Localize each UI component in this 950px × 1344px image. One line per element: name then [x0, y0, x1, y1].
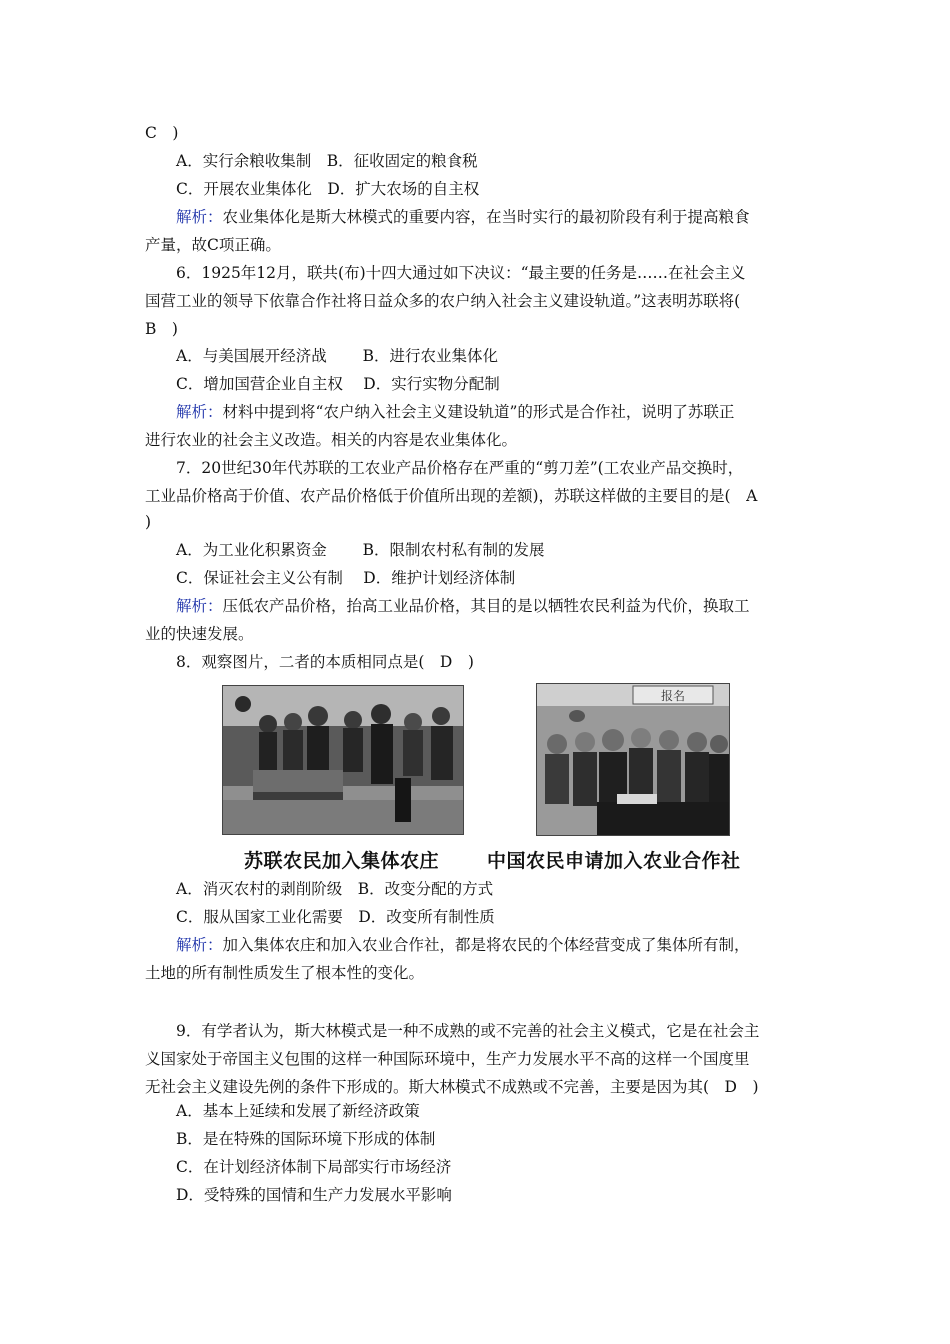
- q6-options-ab: A．与美国展开经济战 B．进行农业集体化: [176, 347, 499, 365]
- explanation-label: 解析：: [176, 208, 223, 226]
- q9-stem-end: 无社会主义建设先例的条件下形成的。斯大林模式不成熟或不完善，主要是因为其( D ): [145, 1078, 759, 1096]
- q9-option-d: D．受特殊的国情和生产力发展水平影响: [176, 1186, 452, 1204]
- q9-stem-cont: 义国家处于帝国主义包围的这样一种国际环境中，生产力发展水平不高的这样一个国度里: [145, 1050, 750, 1068]
- banner-text: 报名: [660, 689, 686, 703]
- q7-options-ab: A．为工业化积累资金 B．限制农村私有制的发展: [176, 541, 545, 559]
- q7-explanation-cont: 业的快速发展。: [145, 625, 254, 643]
- q6-stem: 6．1925年12月，联共(布)十四大通过如下决议：“最主要的任务是……在社会主义: [176, 264, 746, 282]
- q8-explanation: 解析：加入集体农庄和加入农业合作社，都是将农民的个体经营变成了集体所有制，: [176, 936, 750, 954]
- photo-soviet-collective-farm: [222, 685, 464, 835]
- q7-options-cd: C．保证社会主义公有制 D．维护计划经济体制: [176, 569, 516, 587]
- q8-options-cd: C．服从国家工业化需要 D．改变所有制性质: [176, 908, 495, 926]
- q5-options-cd: C．开展农业集体化 D．扩大农场的自主权: [176, 180, 480, 198]
- q5-explanation: 解析：农业集体化是斯大林模式的重要内容，在当时实行的最初阶段有利于提高粮食: [176, 208, 750, 226]
- caption-right: 中国农民申请加入农业合作社: [487, 850, 741, 872]
- q7-stem: 7．20世纪30年代苏联的工农业产品价格存在严重的“剪刀差”(工农业产品交换时，: [176, 459, 744, 477]
- q9-option-a: A．基本上延续和发展了新经济政策: [176, 1102, 420, 1120]
- explanation-label: 解析：: [176, 597, 223, 615]
- q9-option-b: B．是在特殊的国际环境下形成的体制: [176, 1130, 436, 1148]
- q6-stem-cont: 国营工业的领导下依靠合作社将日益众多的农户纳入社会主义建设轨道。”这表明苏联将(: [145, 292, 741, 310]
- q9-option-c: C．在计划经济体制下局部实行市场经济: [176, 1158, 452, 1176]
- q7-explanation: 解析：压低农产品价格，抬高工业品价格，其目的是以牺牲农民利益为代价，换取工: [176, 597, 750, 615]
- q6-answer: B ): [145, 320, 178, 338]
- q9-stem: 9．有学者认为，斯大林模式是一种不成熟的或不完善的社会主义模式，它是在社会主: [176, 1022, 760, 1040]
- answer-fragment: C ): [145, 124, 179, 142]
- q6-explanation: 解析：材料中提到将“农户纳入社会主义建设轨道”的形式是合作社，说明了苏联正: [176, 403, 735, 421]
- q7-stem-cont: 工业品价格高于价值、农产品价格低于价值所出现的差额)，苏联这样做的主要目的是( A: [145, 487, 758, 505]
- q8-explanation-cont: 土地的所有制性质发生了根本性的变化。: [145, 964, 425, 982]
- explanation-label: 解析：: [176, 936, 223, 954]
- explanation-label: 解析：: [176, 403, 223, 421]
- q8-stem: 8．观察图片，二者的本质相同点是( D ): [176, 653, 474, 671]
- q6-options-cd: C．增加国营企业自主权 D．实行实物分配制: [176, 375, 500, 393]
- q8-options-ab: A．消灭农村的剥削阶级 B．改变分配的方式: [176, 880, 494, 898]
- q5-explanation-cont: 产量，故C项正确。: [145, 236, 281, 254]
- q5-options-ab: A．实行余粮收集制 B．征收固定的粮食税: [176, 152, 478, 170]
- caption-left: 苏联农民加入集体农庄: [244, 850, 440, 872]
- photo-china-cooperative: [536, 683, 730, 836]
- q6-explanation-cont: 进行农业的社会主义改造。相关的内容是农业集体化。: [145, 431, 518, 449]
- q7-stem-end: ): [145, 513, 152, 531]
